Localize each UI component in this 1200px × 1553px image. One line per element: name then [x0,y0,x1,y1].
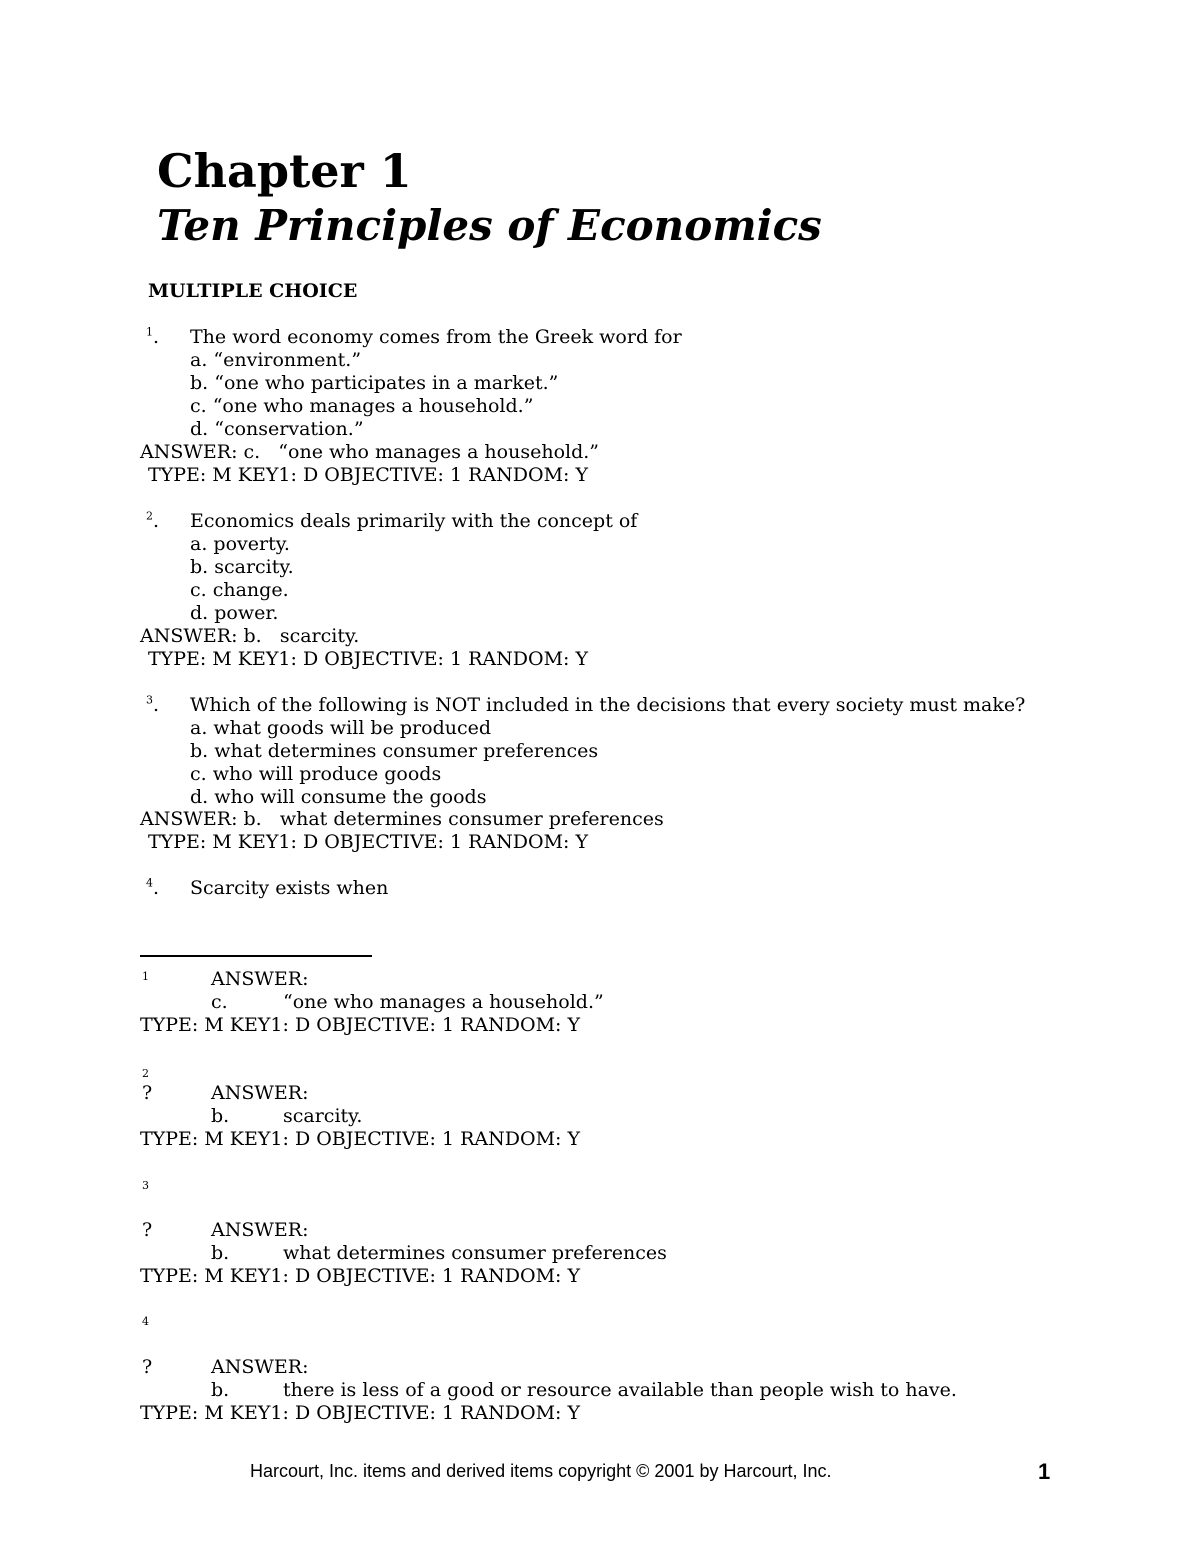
answer-option: a. “environment.” [190,349,362,371]
footnote-answer-text: there is less of a good or resource available than people wish to have. [283,1379,957,1401]
footnote-answer-label: ANSWER: [211,1082,309,1104]
answer-option: a. poverty. [190,533,290,555]
footnote-number: 2 [142,1067,149,1080]
footnote-prefix: ? [142,1219,153,1241]
chapter-subtitle: Ten Principles of Economics [157,201,822,250]
section-heading: MULTIPLE CHOICE [148,280,358,302]
footnote-answer-label: ANSWER: [211,1219,309,1241]
answer-option: c. “one who manages a household.” [190,395,534,417]
footnote-prefix: ? [142,1356,153,1378]
question-number: $^2$. [146,509,160,532]
footnote-answer-letter: b. [211,1105,230,1127]
footnote-answer-text: what determines consumer preferences [283,1242,667,1264]
answer-option: c. change. [190,579,289,601]
footnote-answer-letter: c. [211,991,228,1013]
question-number-sup: 4 [146,876,153,890]
footnote-answer-text: “one who manages a household.” [283,991,604,1013]
answer-line: ANSWER: c. “one who manages a household.” [140,441,600,463]
footer-copyright: Harcourt, Inc. items and derived items copyright © 2001 by Harcourt, Inc. [250,1461,832,1481]
answer-option: b. “one who participates in a market.” [190,372,559,394]
answer-option: c. who will produce goods [190,763,442,785]
answer-line: ANSWER: b. scarcity. [140,625,360,647]
answer-option: a. what goods will be produced [190,717,492,739]
question-number: $^3$. [146,693,160,716]
question-number: $^4$. [146,876,160,899]
footnote-answer-label: ANSWER: [211,968,309,990]
answer-option: b. what determines consumer preferences [190,740,599,762]
question-number-sup: 2 [146,509,153,523]
question-number-sup: 3 [146,693,153,707]
footnote-answer-label: ANSWER: [211,1356,309,1378]
answer-option: d. “conservation.” [190,418,364,440]
question-stem: Which of the following is NOT included in the decisions that every society must make? [190,694,1026,716]
type-line: TYPE: M KEY1: D OBJECTIVE: 1 RANDOM: Y [148,648,589,670]
question-number: $^1$. [146,325,160,348]
footnote-number: 4 [142,1315,149,1328]
footnote-prefix: ? [142,1082,153,1104]
footnote-type-line: TYPE: M KEY1: D OBJECTIVE: 1 RANDOM: Y [140,1014,581,1036]
type-line: TYPE: M KEY1: D OBJECTIVE: 1 RANDOM: Y [148,831,589,853]
page-number: 1 [1038,1459,1051,1484]
footnote-answer-letter: b. [211,1379,230,1401]
footnote-number: 1 [142,970,149,983]
answer-option: b. scarcity. [190,556,294,578]
question-stem: The word economy comes from the Greek word for [190,326,682,348]
question-stem: Economics deals primarily with the concept of [190,510,638,532]
footnote-separator [140,955,372,957]
footnote-number: 3 [142,1179,149,1192]
answer-option: d. who will consume the goods [190,786,487,808]
answer-option: d. power. [190,602,279,624]
question-number-sup: 1 [146,325,153,339]
question-stem: Scarcity exists when [190,877,389,899]
footnote-answer-letter: b. [211,1242,230,1264]
chapter-title: Chapter 1 [157,144,412,198]
footnote-type-line: TYPE: M KEY1: D OBJECTIVE: 1 RANDOM: Y [140,1265,581,1287]
footnote-type-line: TYPE: M KEY1: D OBJECTIVE: 1 RANDOM: Y [140,1128,581,1150]
answer-line: ANSWER: b. what determines consumer preferences [140,808,664,830]
footnote-type-line: TYPE: M KEY1: D OBJECTIVE: 1 RANDOM: Y [140,1402,581,1424]
footnote-answer-text: scarcity. [283,1105,363,1127]
type-line: TYPE: M KEY1: D OBJECTIVE: 1 RANDOM: Y [148,464,589,486]
